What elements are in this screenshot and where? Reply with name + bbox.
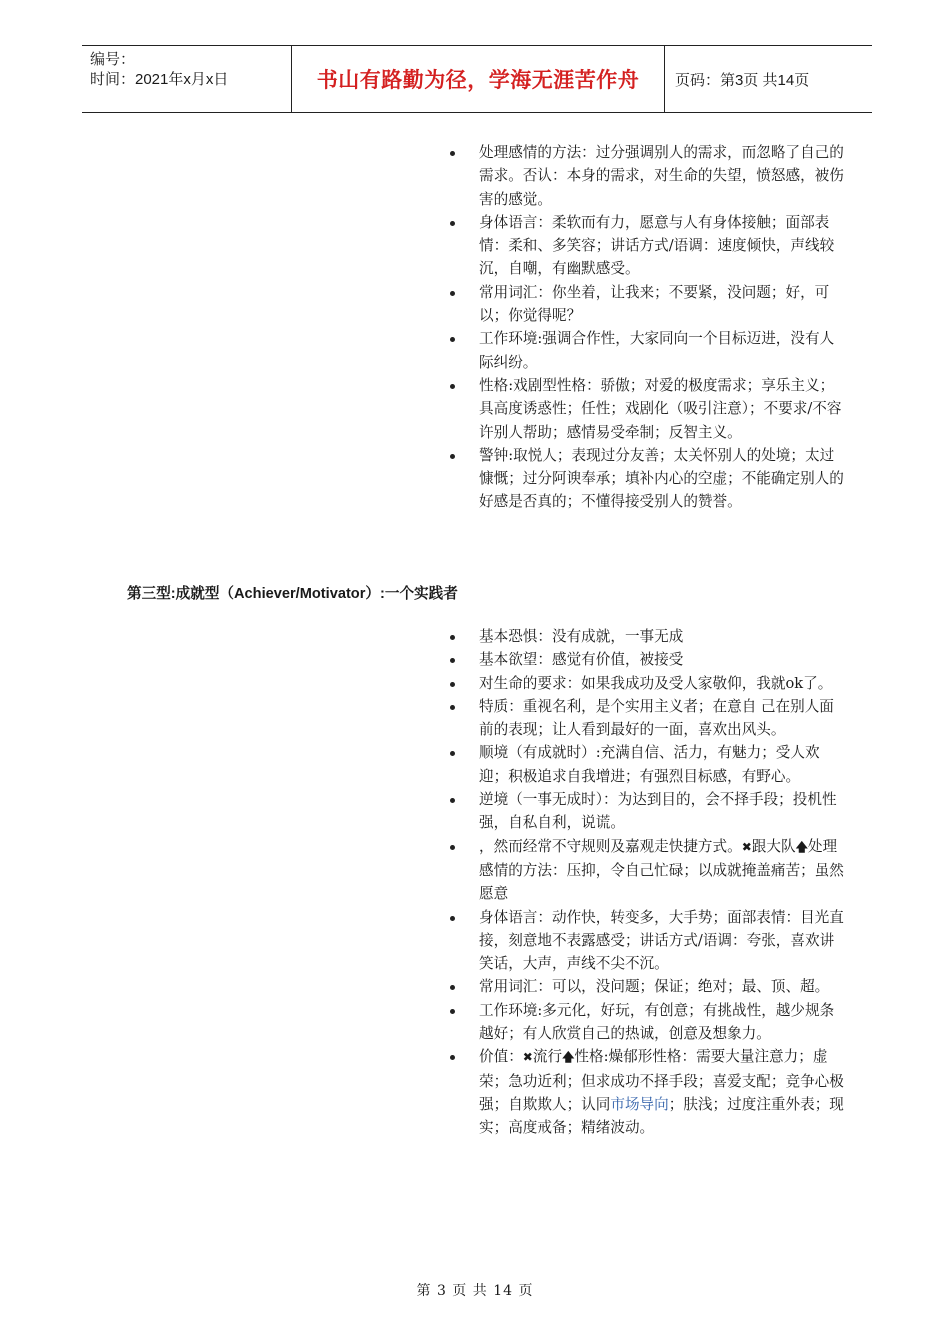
document-number-label: 编号： [90, 51, 136, 68]
list-item: 工作环境:强调合作性，大家同向一个目标迈进，没有人际纠纷。 [448, 327, 848, 374]
bullet-icon [450, 845, 455, 850]
list-item: 逆境（一事无成时）：为达到目的，会不择手段；投机性强，自私自利，说谎。 [448, 788, 848, 835]
list-item: 工作环境:多元化，好玩，有创意；有挑战性，越少规条越好；有人欣赏自己的热诚，创意及想象力。 [448, 999, 848, 1046]
cross-icon: ✖ [741, 839, 752, 854]
header-meta [82, 46, 292, 112]
list-item: 警钟:取悦人；表现过分友善；太关怀别人的处境；太过慷慨；过分阿谀奉承；填补内心的空虚；不能确定别人的好感是否真的；不懂得接受别人的赞誉。 [448, 444, 848, 514]
list-item: 处理感情的方法：过分强调别人的需求，而忽略了自己的需求。否认：本身的需求，对生命的失望，愤怒感，被伤害的感觉。 [448, 141, 848, 211]
cross-icon: ✖ [522, 1050, 533, 1065]
bullet-icon [450, 151, 455, 156]
bullet-icon [450, 1055, 455, 1060]
page-header [82, 45, 872, 113]
list-item: 性格:戏剧型性格：骄傲；对爱的极度需求；享乐主义；具高度诱惑性；任性；戏剧化（吸引注意）；不要求/不容许别人帮助；感情易受牵制；反智主义。 [448, 374, 848, 444]
market-orientation-link[interactable]: 市场导向 [610, 1095, 669, 1113]
bullet-list-type2 [448, 141, 848, 514]
bullet-icon [450, 916, 455, 921]
bullet-icon [450, 1009, 455, 1014]
bullet-icon [450, 985, 455, 990]
list-item: 顺境（有成就时）:充满自信、活力，有魅力；受人欢迎；积极追求自我增进；有强烈目标感，有野心。 [448, 741, 848, 788]
bullet-icon [450, 751, 455, 756]
list-item: ，然而经常不守规则及嘉观走快捷方式。✖跟大队🡅处理感情的方法：压抑，令自己忙碌；以成就掩盖痛苦；虽然愿意 [448, 835, 848, 906]
list-item: 特质：重视名利，是个实用主义者；在意自 己在别人面前的表现；让人看到最好的一面，喜欢出风头。 [448, 695, 848, 742]
list-item: 身体语言：柔软而有力，愿意与人有身体接触；面部表情：柔和、多笑容；讲话方式/语调：速度倾快，声线较沉，自嘲，有幽默感受。 [448, 211, 848, 281]
bullet-list-type3 [448, 625, 848, 1140]
header-page-info: 页码：第3页 共14页 [675, 71, 810, 89]
bullet-icon [450, 798, 455, 803]
document-time-label: 时间：2021年x月x日 [90, 71, 229, 88]
list-item: 基本恐惧：没有成就，一事无成 [448, 625, 848, 648]
bullet-icon [450, 291, 455, 296]
bullet-icon [450, 682, 455, 687]
list-item: 基本欲望：感觉有价值，被接受 [448, 648, 848, 671]
bullet-icon [450, 635, 455, 640]
bullet-icon [450, 384, 455, 389]
bullet-icon [450, 705, 455, 710]
bullet-icon [450, 337, 455, 342]
list-item: 常用词汇：你坐着，让我来；不要紧，没问题；好，可以；你觉得呢？ [448, 281, 848, 328]
list-item: 价值：✖流行🡅性格:燥郁形性格：需要大量注意力；虚荣；急功近利；但求成功不择手段；喜爱支配；竞争心极强；自欺欺人；认同市场导向；肤浅；过度注重外表；现实；高度戒备；精绪波动。 [448, 1045, 848, 1139]
page-footer: 第 3 页 共 14 页 [416, 1283, 534, 1299]
header-motto: 书山有路勤为径，学海无涯苦作舟 [292, 46, 665, 112]
bullet-icon [450, 454, 455, 459]
section-title: 第三型:成就型（Achiever/Motivator）:一个实践者 [127, 586, 458, 602]
list-item: 对生命的要求：如果我成功及受人家敬仰，我就ok了。 [448, 672, 848, 695]
bullet-icon [450, 658, 455, 663]
list-item: 身体语言：动作快，转变多，大手势；面部表情：目光直接，刻意地不表露感受；讲话方式/语调：夸张，喜欢讲笑话，大声，声线不尖不沉。 [448, 906, 848, 976]
list-item: 常用词汇：可以，没问题；保证；绝对；最、顶、超。 [448, 975, 848, 998]
arrow-up-icon: 🡅 [795, 839, 808, 854]
arrow-up-icon: 🡅 [562, 1050, 575, 1065]
bullet-icon [450, 221, 455, 226]
